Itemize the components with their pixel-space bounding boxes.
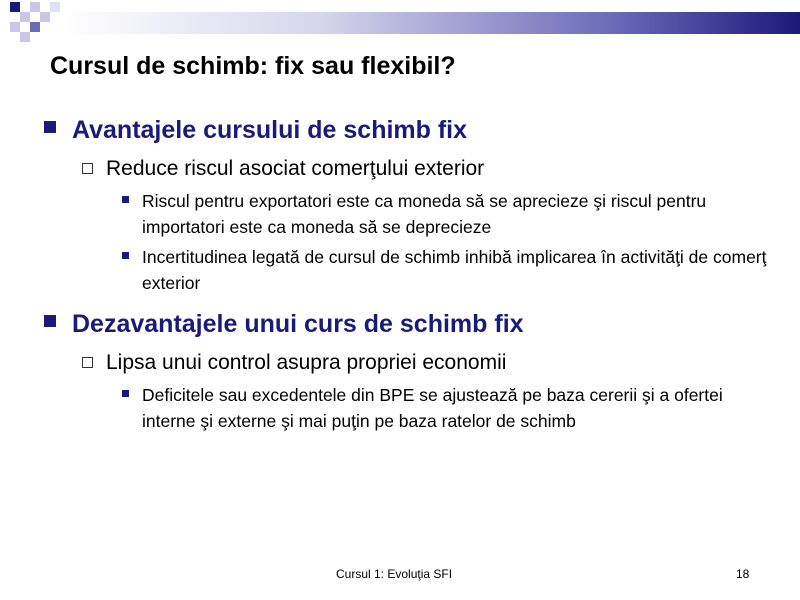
hollow-square-bullet-icon <box>82 357 93 368</box>
subitem-text: Lipsa unui control asupra propriei economii <box>106 351 507 374</box>
small-square-bullet-icon <box>122 196 129 203</box>
point <box>40 382 770 434</box>
decor-square <box>20 32 30 42</box>
hollow-square-bullet-icon <box>82 163 93 174</box>
point <box>40 188 770 240</box>
section-heading <box>40 112 770 148</box>
slide-footer <box>0 567 800 587</box>
square-bullet-icon <box>44 121 56 133</box>
point-text: Riscul pentru exportatori este ca moneda să se aprecieze şi riscul pentru importatori este ca moneda să se deprecieze <box>142 191 707 237</box>
header-gradient-bar <box>60 12 800 34</box>
slide-title: Cursul de schimb: fix sau flexibil? <box>50 52 456 80</box>
subitem <box>40 154 770 184</box>
decor-square <box>30 2 40 12</box>
decor-square <box>20 12 30 22</box>
decor-square <box>50 2 60 12</box>
small-square-bullet-icon <box>122 390 129 397</box>
square-bullet-icon <box>44 315 56 327</box>
decor-square <box>10 2 20 12</box>
page-number: 18 <box>736 567 750 581</box>
subitem-text: Reduce riscul asociat comerţului exterior <box>106 157 485 180</box>
slide-content <box>40 112 770 438</box>
section-heading <box>40 306 770 342</box>
point-text: Incertitudinea legată de cursul de schimb inhibă implicarea în activităţi de comerţ exterior <box>142 247 767 293</box>
footer-course-label: Cursul 1: Evoluţia SFI <box>336 567 453 581</box>
decor-square <box>10 22 20 32</box>
subitem <box>40 348 770 378</box>
section-heading-text: Avantajele cursului de schimb fix <box>72 116 468 144</box>
section-heading-text: Dezavantajele unui curs de schimb fix <box>72 310 524 338</box>
decor-square <box>40 12 50 22</box>
point <box>40 244 770 296</box>
small-square-bullet-icon <box>122 252 129 259</box>
decor-square <box>30 22 40 32</box>
point-text: Deficitele sau excedentele din BPE se ajustează pe baza cererii şi a ofertei interne şi externe şi mai puţin pe baza ratelor de schimb <box>142 385 723 431</box>
